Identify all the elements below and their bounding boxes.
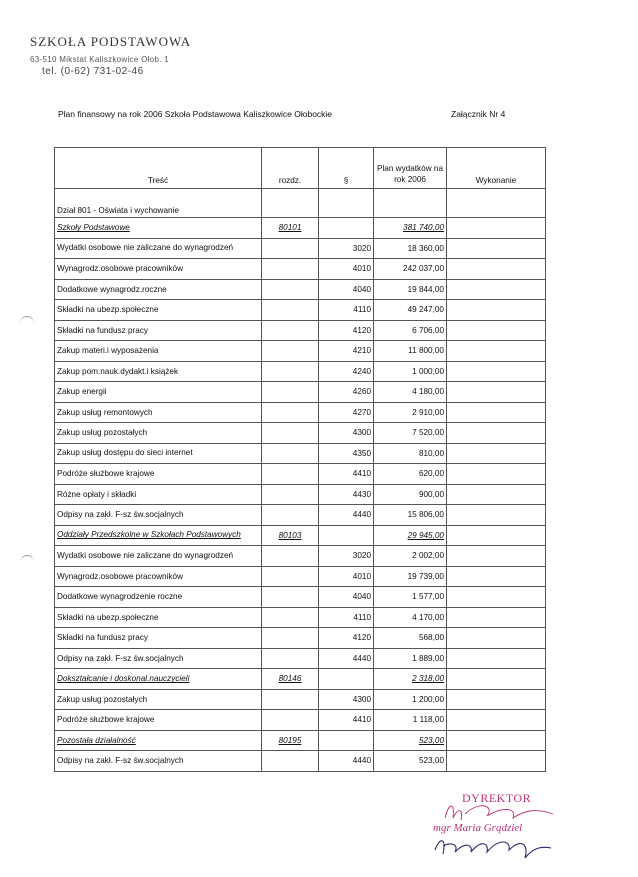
row-execution <box>447 259 546 280</box>
row-plan-amount: 523,00 <box>374 730 447 751</box>
table-row <box>55 689 546 710</box>
table-row <box>55 546 546 567</box>
row-desc: Zakup usług remontowych <box>55 402 262 423</box>
row-desc: Dokształcanie i doskonal.nauczycieli <box>55 669 262 690</box>
row-plan-amount: 523,00 <box>374 751 447 772</box>
row-paragraph: 4120 <box>319 320 374 341</box>
row-paragraph <box>319 525 374 546</box>
budget-table <box>54 147 546 772</box>
row-rozdz <box>262 279 319 300</box>
row-plan-amount: 6 706,00 <box>374 320 447 341</box>
row-rozdz <box>262 382 319 403</box>
section-row <box>55 189 546 218</box>
table-row <box>55 607 546 628</box>
row-execution <box>447 382 546 403</box>
annex-number: Załącznik Nr 4 <box>451 109 506 119</box>
row-rozdz <box>262 423 319 444</box>
row-desc: Dodatkowe wynagrodzenie roczne <box>55 587 262 608</box>
row-desc: Pozostała działalność <box>55 730 262 751</box>
row-rozdz <box>262 710 319 731</box>
row-desc: Zakup usług dostępu do sieci internet <box>55 443 262 464</box>
row-execution <box>447 484 546 505</box>
row-rozdz <box>262 238 319 259</box>
row-execution <box>447 464 546 485</box>
row-execution <box>447 300 546 321</box>
empty-cell <box>374 189 447 218</box>
row-plan-amount: 1 889,00 <box>374 648 447 669</box>
row-desc: Odpisy na zakł. F-sz św.socjalnych <box>55 505 262 526</box>
row-rozdz: 80103 <box>262 525 319 546</box>
section-title: Dział 801 - Oświata i wychowanie <box>55 189 262 218</box>
row-paragraph: 3020 <box>319 546 374 567</box>
row-desc: Zakup energii <box>55 382 262 403</box>
row-desc: Wynagrodz.osobowe pracowników <box>55 566 262 587</box>
header-desc: Treść <box>55 148 262 189</box>
school-address: 63-510 Mikstat Kaliszkowice Ołob. 1 <box>30 55 169 64</box>
row-plan-amount: 4 180,00 <box>374 382 447 403</box>
row-execution <box>447 525 546 546</box>
table-row <box>55 300 546 321</box>
row-rozdz <box>262 259 319 280</box>
row-desc: Zakup usług pozostałych <box>55 423 262 444</box>
row-paragraph: 4350 <box>319 443 374 464</box>
row-plan-amount: 1 118,00 <box>374 710 447 731</box>
chapter-row <box>55 730 546 751</box>
row-paragraph <box>319 669 374 690</box>
document-title: Plan finansowy na rok 2006 Szkoła Podstawowa Kaliszkowice Ołobockie <box>58 109 333 119</box>
table-row <box>55 648 546 669</box>
table-row <box>55 443 546 464</box>
row-execution <box>447 689 546 710</box>
table-row <box>55 402 546 423</box>
row-paragraph: 4440 <box>319 751 374 772</box>
chapter-row <box>55 218 546 239</box>
school-name: SZKOŁA PODSTAWOWA <box>30 34 192 49</box>
row-rozdz <box>262 300 319 321</box>
row-paragraph: 4010 <box>319 566 374 587</box>
table-row <box>55 279 546 300</box>
row-paragraph: 4040 <box>319 587 374 608</box>
row-plan-amount: 4 170,00 <box>374 607 447 628</box>
row-execution <box>447 341 546 362</box>
row-execution <box>447 730 546 751</box>
row-rozdz: 80195 <box>262 730 319 751</box>
table-row <box>55 587 546 608</box>
row-rozdz <box>262 402 319 423</box>
row-execution <box>447 648 546 669</box>
table-row <box>55 566 546 587</box>
table-row <box>55 361 546 382</box>
row-desc: Składki na fundusz pracy <box>55 320 262 341</box>
row-desc: Oddziały Przedszkolne w Szkołach Podstawowych <box>55 525 262 546</box>
table-row <box>55 341 546 362</box>
table-row <box>55 628 546 649</box>
row-rozdz <box>262 320 319 341</box>
row-execution <box>447 669 546 690</box>
row-rozdz <box>262 546 319 567</box>
row-plan-amount: 1 577,00 <box>374 587 447 608</box>
row-rozdz <box>262 751 319 772</box>
signature-name: mgr Maria Grądziel <box>433 822 523 834</box>
row-paragraph: 4410 <box>319 464 374 485</box>
row-desc: Wydatki osobowe nie zaliczane do wynagrodzeń <box>55 546 262 567</box>
row-rozdz <box>262 443 319 464</box>
row-paragraph: 4300 <box>319 423 374 444</box>
row-paragraph: 4110 <box>319 300 374 321</box>
row-paragraph: 4010 <box>319 259 374 280</box>
chapter-row <box>55 525 546 546</box>
table-row <box>55 259 546 280</box>
row-desc: Zakup materi.i wyposażenia <box>55 341 262 362</box>
table-row <box>55 382 546 403</box>
row-plan-amount: 810,00 <box>374 443 447 464</box>
row-desc: Składki na ubezp.społeczne <box>55 607 262 628</box>
row-desc: Zakup usług pozostałych <box>55 689 262 710</box>
header-plan: Plan wydatków na rok 2006 <box>374 148 447 189</box>
row-execution <box>447 751 546 772</box>
row-execution <box>447 628 546 649</box>
row-plan-amount: 11 800,00 <box>374 341 447 362</box>
row-plan-amount: 18 360,00 <box>374 238 447 259</box>
row-paragraph: 4110 <box>319 607 374 628</box>
row-paragraph <box>319 218 374 239</box>
row-desc: Składki na fundusz pracy <box>55 628 262 649</box>
row-rozdz <box>262 341 319 362</box>
chapter-row <box>55 669 546 690</box>
row-plan-amount: 49 247,00 <box>374 300 447 321</box>
row-plan-amount: 900,00 <box>374 484 447 505</box>
table-row <box>55 238 546 259</box>
table-row <box>55 423 546 444</box>
row-execution <box>447 505 546 526</box>
row-desc: Odpisy na zakł. F-sz św.socjalnych <box>55 648 262 669</box>
row-execution <box>447 566 546 587</box>
row-desc: Wynagrodz.osobowe pracowników <box>55 259 262 280</box>
row-plan-amount: 29 945,00 <box>374 525 447 546</box>
row-execution <box>447 607 546 628</box>
table-header-row <box>55 148 546 189</box>
row-plan-amount: 1 200,00 <box>374 689 447 710</box>
row-plan-amount: 2 910,00 <box>374 402 447 423</box>
punch-mark <box>20 316 34 327</box>
row-plan-amount: 381 740,00 <box>374 218 447 239</box>
row-paragraph: 4300 <box>319 689 374 710</box>
row-desc: Szkoły Podstawowe <box>55 218 262 239</box>
row-desc: Odpisy na zakł. F-sz św.socjalnych <box>55 751 262 772</box>
row-execution <box>447 402 546 423</box>
row-execution <box>447 320 546 341</box>
row-paragraph: 4240 <box>319 361 374 382</box>
row-rozdz <box>262 464 319 485</box>
row-plan-amount: 7 520,00 <box>374 423 447 444</box>
table-row <box>55 505 546 526</box>
table-row <box>55 484 546 505</box>
row-execution <box>447 587 546 608</box>
table-row <box>55 710 546 731</box>
row-execution <box>447 423 546 444</box>
row-plan-amount: 19 844,00 <box>374 279 447 300</box>
table-row <box>55 320 546 341</box>
row-paragraph: 4440 <box>319 648 374 669</box>
row-rozdz: 80146 <box>262 669 319 690</box>
row-rozdz <box>262 689 319 710</box>
row-execution <box>447 546 546 567</box>
school-phone: tel. (0-62) 731-02-46 <box>42 66 144 77</box>
row-rozdz <box>262 505 319 526</box>
row-paragraph: 4430 <box>319 484 374 505</box>
table-row <box>55 751 546 772</box>
row-execution <box>447 710 546 731</box>
row-plan-amount: 620,00 <box>374 464 447 485</box>
row-paragraph: 4270 <box>319 402 374 423</box>
row-rozdz: 80101 <box>262 218 319 239</box>
row-paragraph: 4410 <box>319 710 374 731</box>
row-paragraph: 4120 <box>319 628 374 649</box>
row-paragraph: 4040 <box>319 279 374 300</box>
row-plan-amount: 2 002,00 <box>374 546 447 567</box>
empty-cell <box>319 189 374 218</box>
row-plan-amount: 568,00 <box>374 628 447 649</box>
row-rozdz <box>262 566 319 587</box>
row-rozdz <box>262 361 319 382</box>
row-desc: Podróże służbowe krajowe <box>55 710 262 731</box>
table-row <box>55 464 546 485</box>
row-execution <box>447 361 546 382</box>
row-rozdz <box>262 628 319 649</box>
row-paragraph <box>319 730 374 751</box>
school-stamp <box>30 34 191 77</box>
row-rozdz <box>262 587 319 608</box>
header-rozdz: rozdz. <box>262 148 319 189</box>
row-execution <box>447 238 546 259</box>
empty-cell <box>262 189 319 218</box>
row-paragraph: 3020 <box>319 238 374 259</box>
row-desc: Podróże służbowe krajowe <box>55 464 262 485</box>
row-paragraph: 4210 <box>319 341 374 362</box>
empty-cell <box>447 189 546 218</box>
row-desc: Wydatki osobowe nie zaliczane do wynagrodzeń <box>55 238 262 259</box>
header-paragraph: § <box>319 148 374 189</box>
row-rozdz <box>262 648 319 669</box>
director-signature <box>425 788 575 868</box>
punch-mark <box>20 555 34 566</box>
row-desc: Różne opłaty i składki <box>55 484 262 505</box>
row-paragraph: 4260 <box>319 382 374 403</box>
header-exec: Wykonanie <box>447 148 546 189</box>
row-plan-amount: 2 318,00 <box>374 669 447 690</box>
row-execution <box>447 218 546 239</box>
row-desc: Dodatkowe wynagrodz.roczne <box>55 279 262 300</box>
row-rozdz <box>262 484 319 505</box>
row-desc: Składki na ubezp.społeczne <box>55 300 262 321</box>
row-paragraph: 4440 <box>319 505 374 526</box>
row-plan-amount: 15 806,00 <box>374 505 447 526</box>
row-plan-amount: 19 739,00 <box>374 566 447 587</box>
row-execution <box>447 279 546 300</box>
row-desc: Zakup pom.nauk.dydakt.i książek <box>55 361 262 382</box>
row-rozdz <box>262 607 319 628</box>
row-plan-amount: 1 000,00 <box>374 361 447 382</box>
row-execution <box>447 443 546 464</box>
row-plan-amount: 242 037,00 <box>374 259 447 280</box>
signature-title: DYREKTOR <box>462 791 532 805</box>
